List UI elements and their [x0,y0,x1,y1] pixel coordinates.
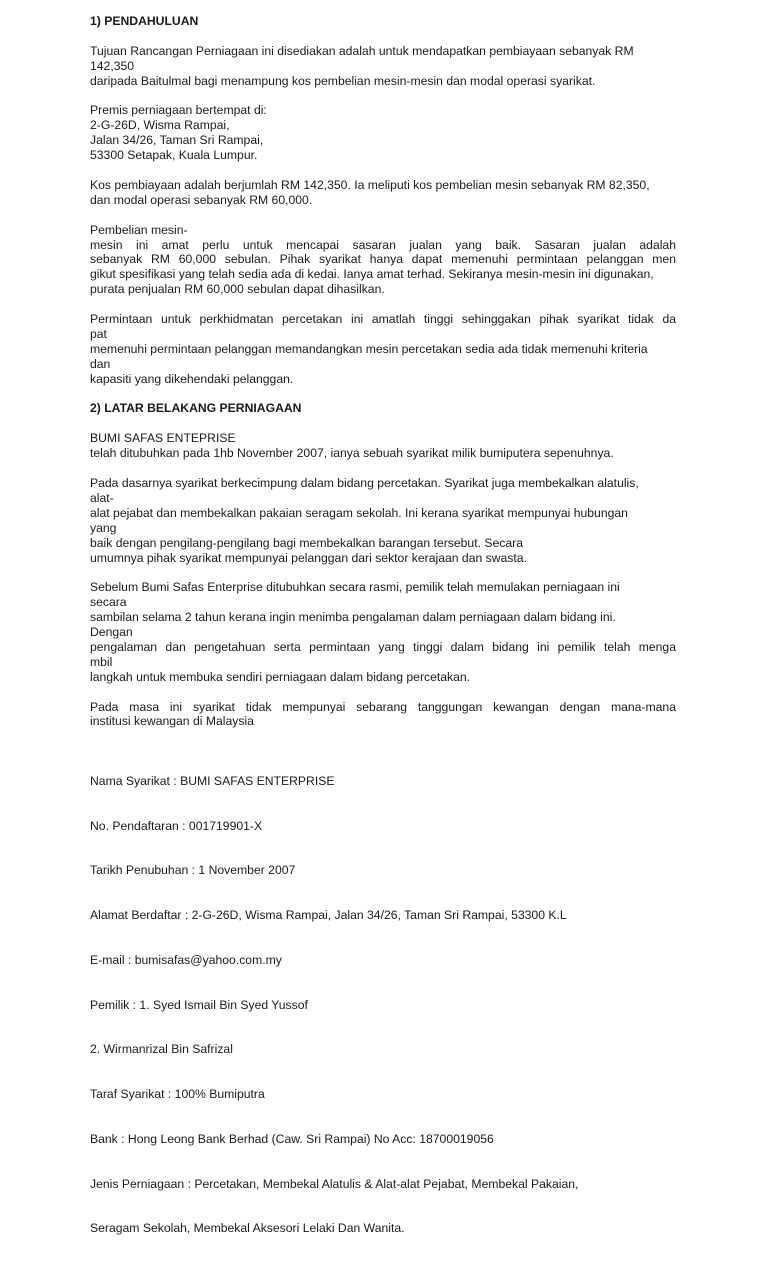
text-line: baik dengan pengilang-pengilang bagi membekalkan barangan tersebut. Secara [90,535,523,550]
company-details [90,744,676,1266]
text-line: gikut spesifikasi yang telah sedia ada di kedai. Ianya amat terhad. Sekiranya mesin-mesin ini digunakan, [90,267,654,282]
text-line: Pembelian mesin- [90,222,188,237]
text-line: yang [90,520,117,535]
text-line: Dengan [90,625,133,640]
detail-email: E-mail : bumisafas@yahoo.com.my [90,952,282,967]
section-heading-latar-belakang: 2) LATAR BELAKANG PERNIAGAAN [90,401,302,416]
detail-taraf-syarikat: Taraf Syarikat : 100% Bumiputra [90,1087,265,1102]
detail-tarikh-penubuhan: Tarikh Penubuhan : 1 November 2007 [90,863,296,878]
text-line: alat- [90,490,114,505]
text-line: langkah untuk membuka sendiri perniagaan dalam bidang percetakan. [90,669,471,684]
text-line: Premis perniagaan bertempat di: [90,103,267,118]
text-line: secara [90,595,127,610]
detail-bank: Bank : Hong Leong Bank Berhad (Caw. Sri Rampai) No Acc: 18700019056 [90,1131,494,1146]
text-line: Kos pembiayaan adalah berjumlah RM 142,350. Ia meliputi kos pembelian mesin sebanyak RM 82,350, [90,177,650,192]
text-line: Permintaan untuk perkhidmatan percetakan ini amatlah tinggi sehinggakan pihak syarikat tidak da [90,312,676,327]
text-line: pat [90,326,107,341]
text-line: kapasiti yang dikehendaki pelanggan. [90,371,294,386]
detail-pemilik-1: Pemilik : 1. Syed Ismail Bin Syed Yussof [90,997,308,1012]
text-line: dan [90,356,111,371]
paragraph-company-intro [90,431,676,461]
detail-pemilik-2: 2. Wirmanrizal Bin Safrizal [90,1042,233,1057]
text-line: umumnya pihak syarikat mempunyai pelanggan dari sektor kerajaan dan swasta. [90,550,527,565]
text-line: purata penjualan RM 60,000 sebulan dapat dihasilkan. [90,282,385,297]
text-line: alat pejabat dan membekalkan pakaian seragam sekolah. Ini kerana syarikat mempunyai hubungan [90,505,628,520]
text-line: Jalan 34/26, Taman Sri Rampai, [90,133,264,148]
paragraph-dasar [90,476,676,565]
text-line: sambilan selama 2 tahun kerana ingin menimba pengalaman dalam perniagaan dalam bidang ini. [90,610,616,625]
paragraph-sebelum [90,580,676,684]
text-line: Sebelum Bumi Safas Enterprise ditubuhkan secara rasmi, pemilik telah memulakan perniagaan ini [90,580,620,595]
detail-no-pendaftaran: No. Pendaftaran : 001719901-X [90,818,263,833]
paragraph-tujuan [90,44,676,89]
detail-jenis-perniagaan-cont: Seragam Sekolah, Membekal Aksesori Lelaki Dan Wanita. [90,1221,405,1236]
text-line: institusi kewangan di Malaysia [90,714,254,729]
text-line: dan modal operasi sebanyak RM 60,000. [90,192,313,207]
text-line: mbil [90,654,113,669]
detail-jenis-perniagaan: Jenis Perniagaan : Percetakan, Membekal Alatulis & Alat-alat Pejabat, Membekal Pakaian, [90,1176,579,1191]
paragraph-pembelian [90,223,676,298]
text-line: Pada masa ini syarikat tidak mempunyai sebarang tanggungan kewangan dengan mana-mana [90,699,676,714]
text-line: BUMI SAFAS ENTEPRISE [90,431,236,446]
text-line: mesin ini amat perlu untuk mencapai sasaran jualan yang baik. Sasaran jualan adalah [90,237,676,252]
text-line: Pada dasarnya syarikat berkecimpung dalam bidang percetakan. Syarikat juga membekalkan alatulis, [90,475,639,490]
text-line: 2-G-26D, Wisma Rampai, [90,118,230,133]
text-line: 142,350 [90,58,135,73]
text-line: 53300 Setapak, Kuala Lumpur. [90,148,258,163]
text-line: daripada Baitulmal bagi menampung kos pembelian mesin-mesin dan modal operasi syarikat. [90,73,596,88]
paragraph-tanggungan [90,700,676,730]
paragraph-kos [90,178,676,208]
text-line: Tujuan Rancangan Perniagaan ini disediakan adalah untuk mendapatkan pembiayaan sebanyak RM [90,43,634,58]
paragraph-permintaan [90,312,676,387]
section-heading-pendahuluan: 1) PENDAHULUAN [90,14,199,28]
detail-alamat-berdaftar: Alamat Berdaftar : 2-G-26D, Wisma Rampai, Jalan 34/26, Taman Sri Rampai, 53300 K.L [90,908,567,923]
text-line: sebanyak RM 60,000 sebulan. Pihak syarikat hanya dapat memenuhi permintaan pelanggan men [90,252,676,267]
text-line: telah ditubuhkan pada 1hb November 2007, ianya sebuah syarikat milik bumiputera sepenuhnya. [90,446,614,461]
document-body [90,14,676,1266]
paragraph-premis [90,103,676,163]
detail-nama-syarikat: Nama Syarikat : BUMI SAFAS ENTERPRISE [90,774,335,789]
text-line: pengalaman dan pengetahuan serta permintaan yang tinggi dalam bidang ini pemilik telah menga [90,639,676,654]
text-line: memenuhi permintaan pelanggan memandangkan mesin percetakan sedia ada tidak memenuhi kriteria [90,341,648,356]
